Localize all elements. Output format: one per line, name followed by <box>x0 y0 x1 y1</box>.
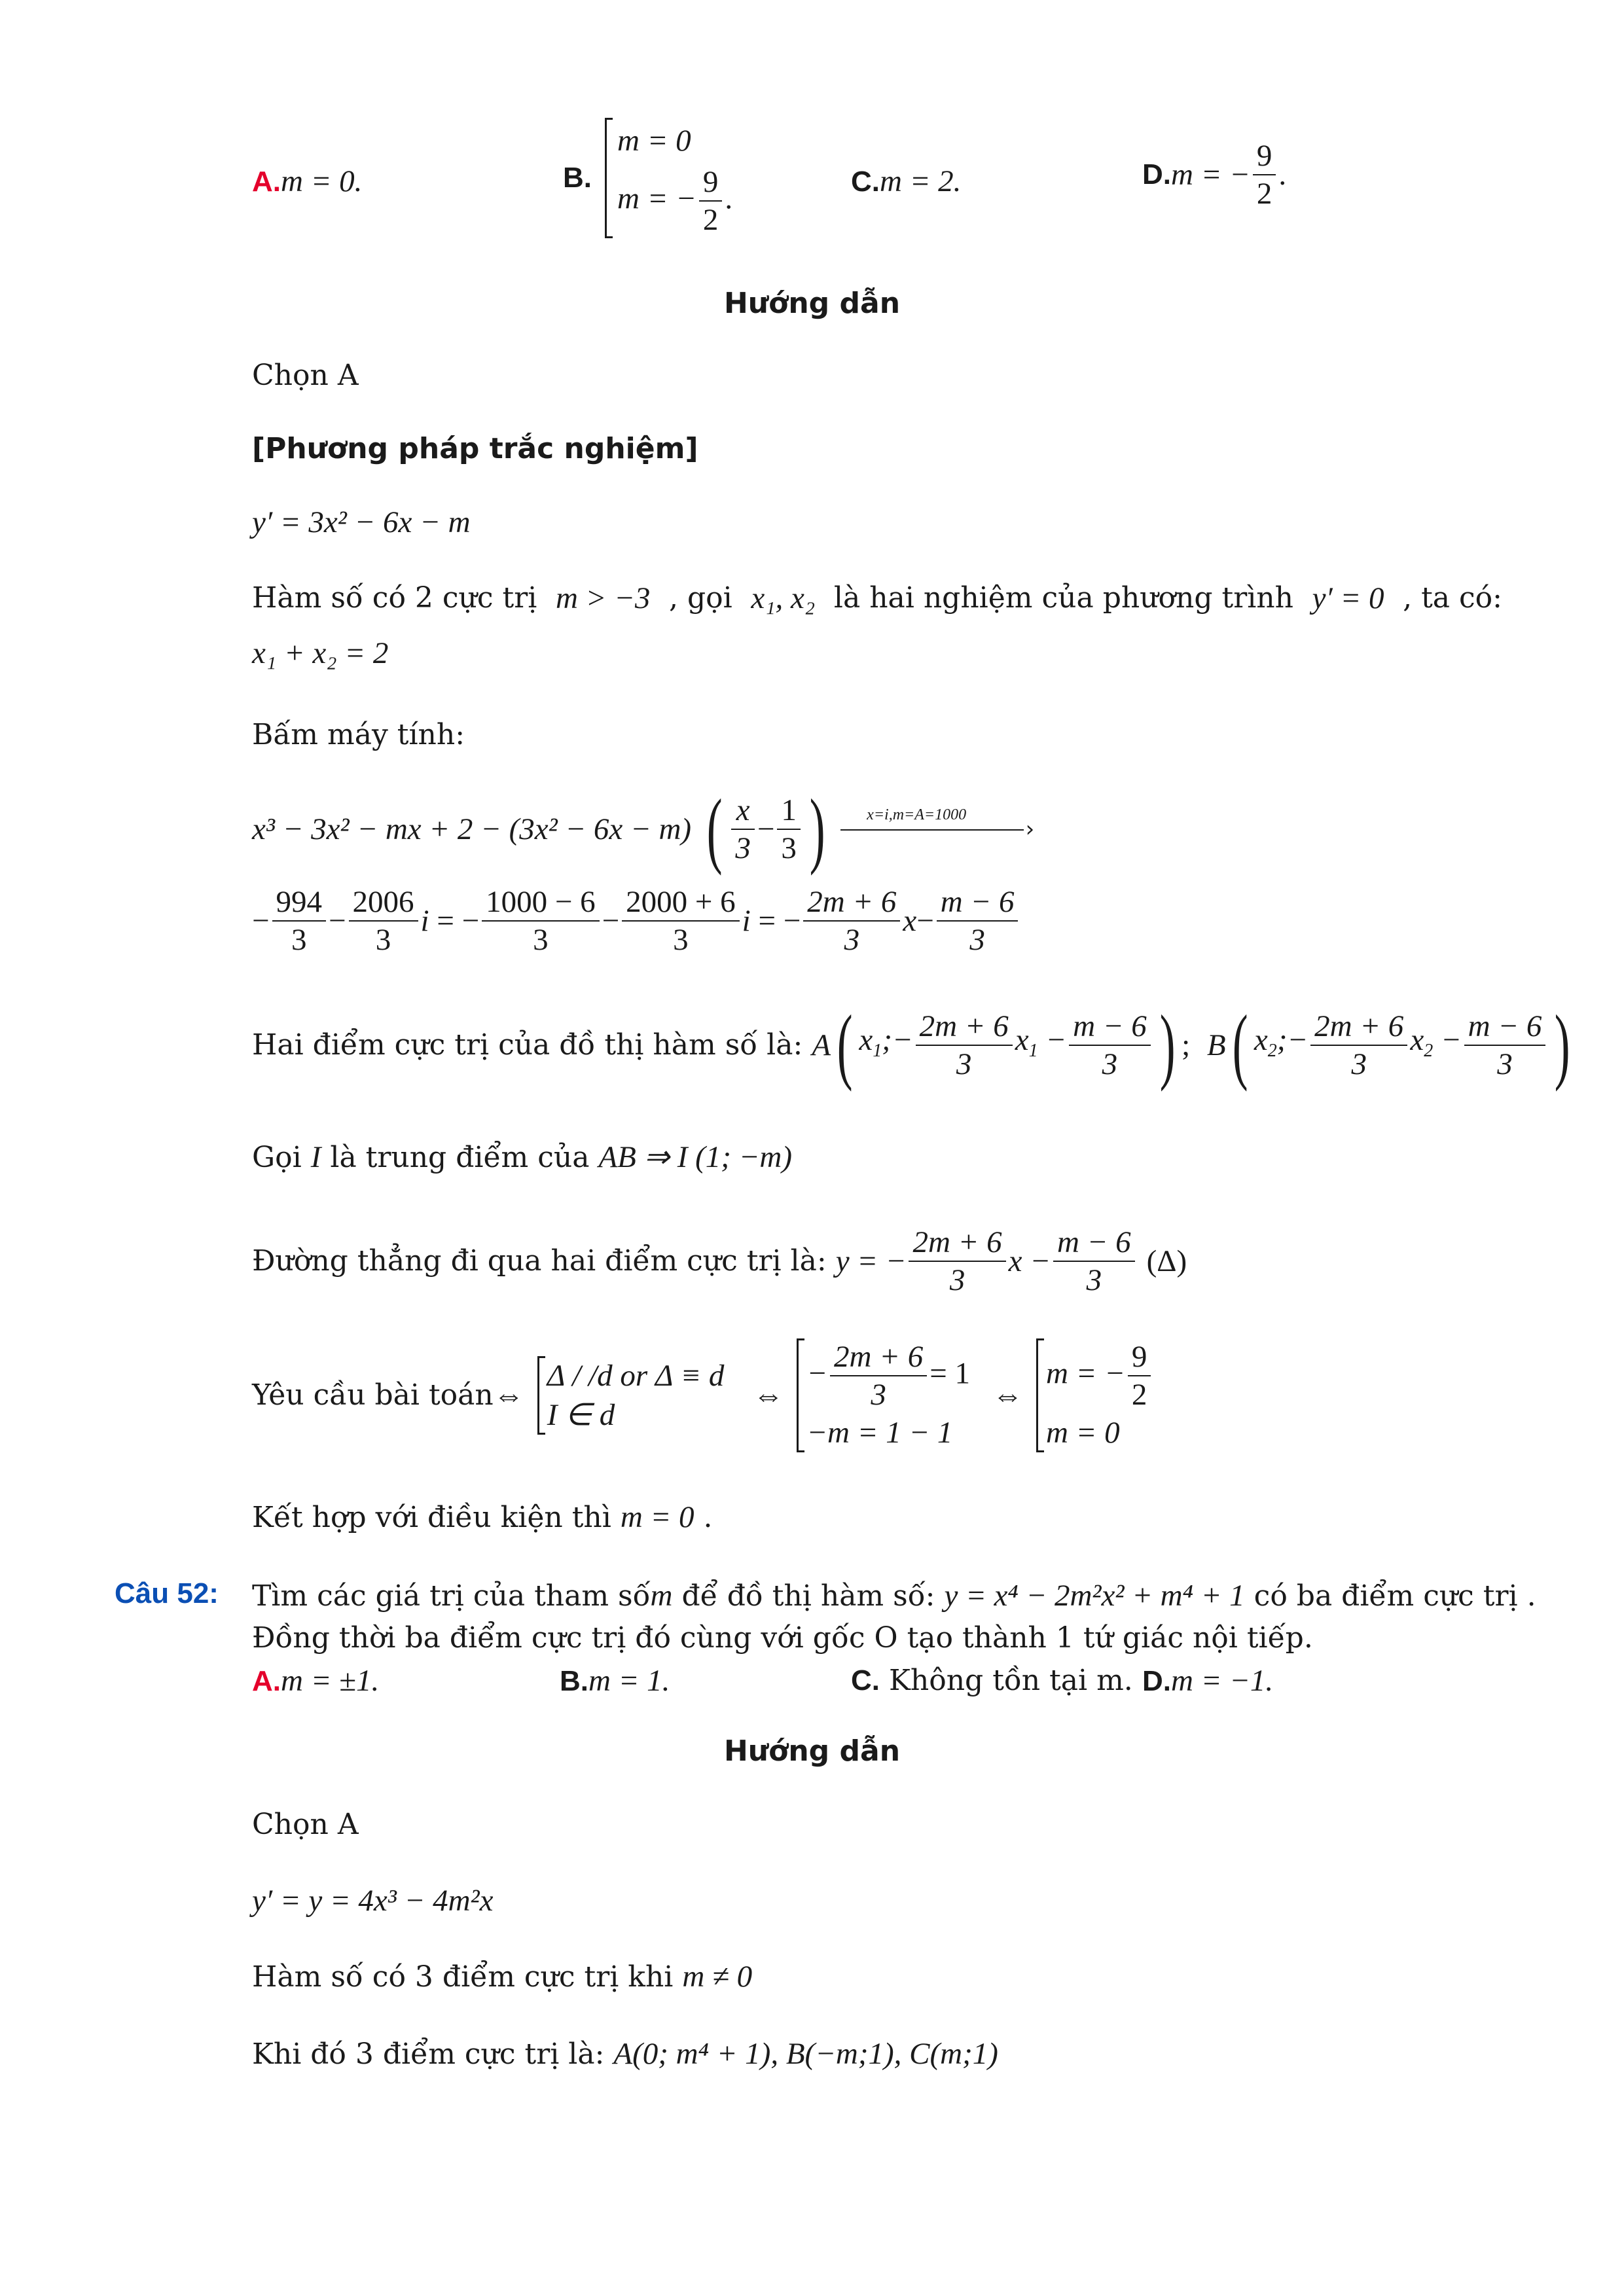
option-b <box>563 118 732 238</box>
line-delta: (Δ) <box>1146 1244 1187 1278</box>
sol1-text1-cond: m > −3 <box>555 581 651 615</box>
req-bracket-1 <box>537 1356 725 1435</box>
option-d-den: 2 <box>1256 177 1272 211</box>
option-c-label: C. <box>851 166 880 198</box>
option-b-bracket <box>605 118 732 238</box>
option-b-frac <box>699 164 723 238</box>
result-frac-6: $\frac{m - 6}{3}$ <box>937 884 1019 958</box>
req-label: Yêu cầu bài toán <box>252 1378 494 1412</box>
sol2-cond-expr: m ≠ 0 <box>682 1960 753 1994</box>
calc-expr-main: x³ − 3x² − mx + 2 − (3x² − 6x − m) <box>252 812 692 846</box>
sol1-line-eq: Đường thẳng đi qua hai điểm cực trị là: y = − $\frac{2m + 6}{3}$ x − $\frac{m - 6}{3}$ (Δ) <box>252 1225 1187 1297</box>
midpoint-b: là trung điểm của <box>330 1141 590 1174</box>
req2-row2: −m = 1 − 1 <box>806 1416 953 1450</box>
req3-row1-prefix: m = − <box>1045 1356 1125 1391</box>
sol1-requirement: Yêu cầu bài toán⇔ Δ / /d or Δ ≡ d I ∈ d ⇔ − $\frac{2m + 6}{3}$ = 1 −m = 1 − 1 ⇔ m = − $\frac{9}{2}$ m = 0 <box>252 1338 1153 1452</box>
req-bracket-3: m = − $\frac{9}{2}$ m = 0 <box>1036 1338 1153 1452</box>
q52-c-label: C. <box>851 1664 880 1696</box>
sol1-calc-expr: x³ − 3x² − mx + 2 − (3x² − 6x − m) ( $\frac{x}{3}$ − $\frac{1}{3}$ ) x=i,m=A=1000 › <box>252 792 1037 867</box>
midpoint-a: Gọi <box>252 1141 302 1174</box>
q52-b-label: B. <box>560 1665 588 1697</box>
points-label: Hai điểm cực trị của đồ thị hàm số là: <box>252 1028 803 1062</box>
sol1-text1-roots: x₁, x₂ <box>751 581 816 615</box>
option-d-num: 9 <box>1253 137 1276 175</box>
sol1-text1-b: , gọi <box>668 581 732 615</box>
sol1-midpoint <box>252 1139 792 1176</box>
q52-d-value: m = −1. <box>1171 1664 1274 1698</box>
option-d-prefix: m = − <box>1171 158 1250 192</box>
sol1-points: Hai điểm cực trị của đồ thị hàm số là: A( $x_1;-$ $\frac{2m + 6}{3}$ $x_1$ − $\frac{m - 6}{3}$ ) ; B( $x_2;-$ $\frac{2m + 6}{3}$ $x_2$ − $\frac{m - 6}{3}$ ) <box>252 998 1570 1092</box>
sol2-points <box>252 2036 998 2073</box>
q52-option-a <box>252 1662 379 1700</box>
option-d-dot: . <box>1278 158 1287 192</box>
sol1-heading: Hướng dẫn <box>723 287 901 320</box>
sol2-cond-text: Hàm số có 3 điểm cực trị khi <box>252 1960 674 1994</box>
q52-text-a: Tìm các giá trị của tham số <box>252 1579 651 1613</box>
sol2-chon: Chọn A <box>252 1808 359 1841</box>
option-d <box>1142 137 1286 212</box>
calc-arrow-label: x=i,m=A=1000 <box>867 806 967 823</box>
calc-arrow: x=i,m=A=1000 › <box>840 816 1037 842</box>
sol2-points-text: Khi đó 3 điểm cực trị là: <box>252 2037 605 2071</box>
req2-row1-eq: = 1 <box>929 1356 970 1391</box>
option-b-row2-prefix: m = − <box>617 181 696 216</box>
option-b-dot: . <box>725 181 733 216</box>
question-52-text2: Đồng thời ba điểm cực trị đó cùng với gốc O tạo thành 1 tứ giác nội tiếp. <box>252 1621 1313 1655</box>
option-a-value: m = 0. <box>281 164 363 198</box>
sol1-text1-c: là hai nghiệm của phương trình <box>833 581 1293 615</box>
option-c-value: m = 2. <box>880 164 962 198</box>
sol2-points-expr: A(0; m⁴ + 1), B(−m;1), C(m;1) <box>613 2037 998 2071</box>
midpoint-expr: AB ⇒ I (1; −m) <box>598 1140 793 1174</box>
result-frac-3: $\frac{1000 - 6}{3}$ <box>482 884 600 958</box>
sol1-text1-a: Hàm số có 2 cực trị <box>252 581 537 615</box>
option-b-row1: m = 0 <box>617 124 691 158</box>
q52-a-label: A. <box>252 1665 281 1697</box>
sol1-vieta: x₁ + x₂ = 2 <box>252 636 389 670</box>
q52-d-label: D. <box>1142 1665 1171 1697</box>
q52-option-b <box>560 1662 670 1700</box>
sol1-conclusion <box>252 1499 713 1536</box>
sol1-calc-label: Bấm máy tính: <box>252 718 465 751</box>
result-frac-4: $\frac{2000 + 6}{3}$ <box>622 884 740 958</box>
calc-frac-13: $\frac{1}{3}$ <box>777 792 801 867</box>
option-d-label: D. <box>1142 158 1171 190</box>
question-52-label: Câu 52: <box>115 1577 219 1609</box>
sol2-derivative: y′ = y = 4x³ − 4m²x <box>252 1884 494 1918</box>
option-b-label: B. <box>563 162 592 194</box>
calc-frac-x3: $\frac{x}{3}$ <box>731 792 755 867</box>
conclusion-a: Kết hợp với điều kiện thì <box>252 1501 611 1534</box>
option-b-den: 2 <box>702 203 719 237</box>
q52-b-value: m = 1. <box>588 1664 670 1698</box>
result-frac-5: $\frac{2m + 6}{3}$ <box>803 884 900 958</box>
req3-row2: m = 0 <box>1045 1416 1120 1450</box>
sol1-calc-result: − $\frac{994}{3}$ − $\frac{2006}{3}$ i = − $\frac{1000 - 6}{3}$ − $\frac{2000 + 6}{3}$ i = − $\frac{2m + 6}{3}$ x− $\frac{m - 6}{3}$ <box>252 884 1020 958</box>
option-c <box>851 163 961 200</box>
midpoint-i: I <box>310 1140 321 1174</box>
sol1-text1-eq: y′ = 0 <box>1312 581 1384 615</box>
req-row1: Δ / /d or Δ ≡ d <box>547 1359 725 1393</box>
q52-text-m: m <box>650 1579 673 1613</box>
sol1-derivative: y′ = 3x² − 6x − m <box>252 505 471 539</box>
sol2-heading: Hướng dẫn <box>723 1734 901 1768</box>
sol1-method: [Phương pháp trắc nghiệm] <box>252 432 698 465</box>
q52-text-c: có ba điểm cực trị . <box>1254 1579 1536 1613</box>
q52-c-value: Không tồn tại m. <box>889 1664 1133 1697</box>
conclusion-b: m = 0 <box>620 1500 695 1534</box>
question-52-text1 <box>252 1577 1536 1615</box>
conclusion-c: . <box>703 1501 713 1534</box>
option-d-frac <box>1253 137 1276 212</box>
option-a-label: A. <box>252 166 281 198</box>
req-row2: I ∈ d <box>547 1398 615 1432</box>
option-a <box>252 163 362 200</box>
q52-option-d <box>1142 1662 1273 1700</box>
sol2-condition <box>252 1958 752 1996</box>
result-frac-1: $\frac{994}{3}$ <box>272 884 327 958</box>
req-bracket-2: − $\frac{2m + 6}{3}$ = 1 −m = 1 − 1 <box>797 1338 970 1452</box>
sol1-text1-d: , ta có: <box>1403 581 1502 615</box>
sol1-text1 <box>252 580 1502 617</box>
q52-option-c <box>851 1662 1133 1699</box>
sol1-chon: Chọn A <box>252 359 359 392</box>
line-label: Đường thẳng đi qua hai điểm cực trị là: <box>252 1244 827 1278</box>
calc-paren-open: ( <box>706 782 723 876</box>
q52-func: y = x⁴ − 2m²x² + m⁴ + 1 <box>944 1579 1245 1613</box>
option-b-num: 9 <box>699 164 723 202</box>
calc-paren-close: ) <box>809 782 825 876</box>
q52-text-b: để đồ thị hàm số: <box>681 1579 935 1613</box>
result-frac-2: $\frac{2006}{3}$ <box>349 884 418 958</box>
q52-a-value: m = ±1. <box>281 1664 380 1698</box>
